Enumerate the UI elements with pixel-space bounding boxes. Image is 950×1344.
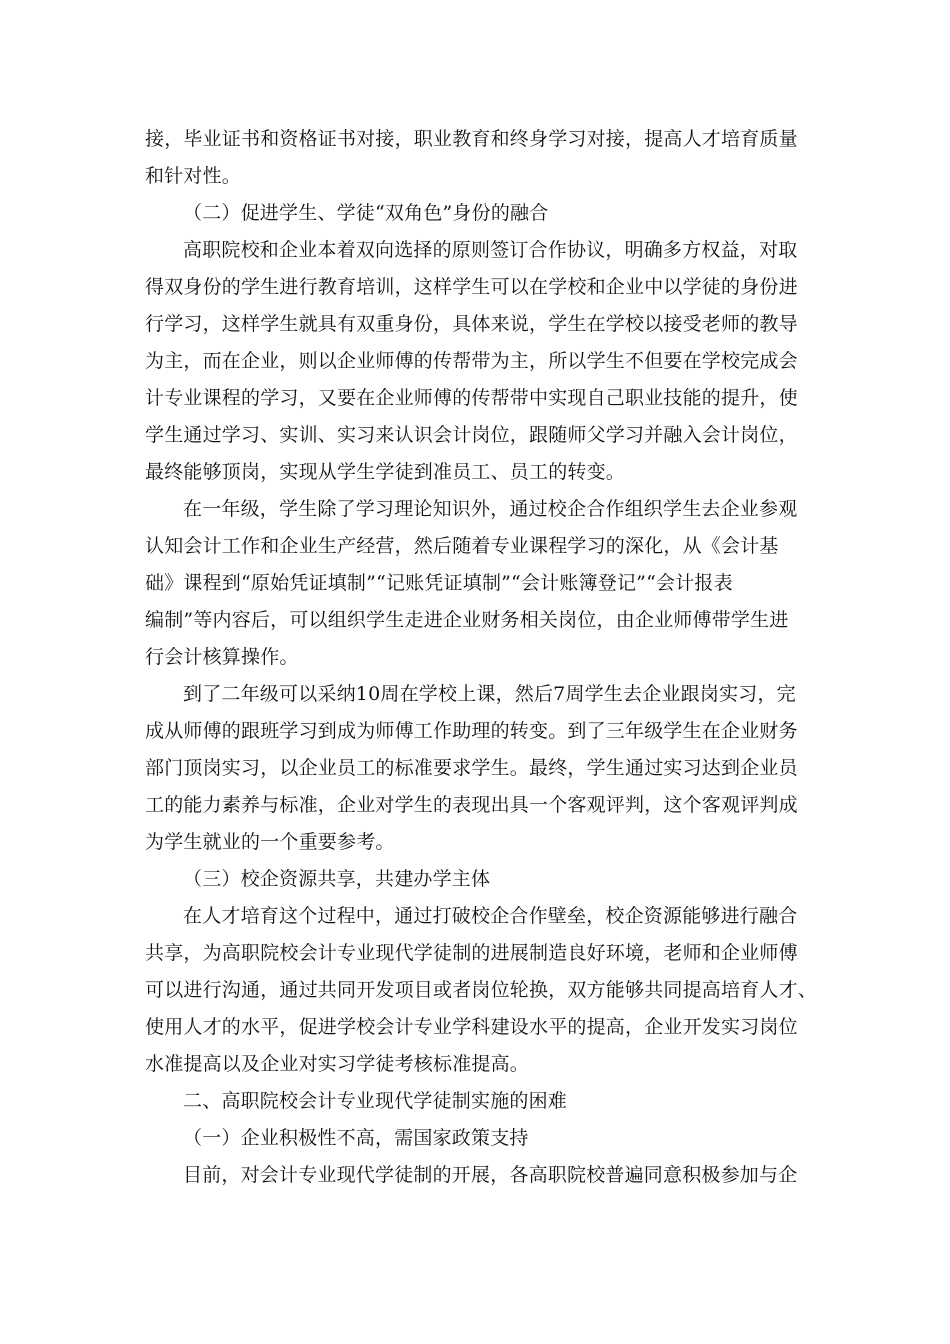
paragraph-line: 在人才培育这个过程中，通过打破校企合作壁垒，校企资源能够进行融合 [183,905,798,927]
paragraph-line: 共享，为高职院校会计专业现代学徒制的进展制造良好环境，老师和企业师傅 [145,942,798,964]
paragraph-line: 为主，而在企业，则以企业师傅的传帮带为主，所以学生不但要在学校完成会 [145,350,798,372]
paragraph-line: 和针对性。 [145,165,242,187]
paragraph-line: 得双身份的学生进行教育培训，这样学生可以在学校和企业中以学徒的身份进 [145,276,798,298]
paragraph-line: 可以进行沟通，通过共同开发项目或者岗位轮换，双方能够共同提高培育人才、 [145,979,818,1001]
paragraph-line: 认知会计工作和企业生产经营，然后随着专业课程学习的深化，从《会计基 [145,535,779,557]
paragraph-line: 在一年级，学生除了学习理论知识外，通过校企合作组织学生去企业参观 [183,498,798,520]
paragraph-line: 高职院校和企业本着双向选择的原则签订合作协议，明确多方权益，对取 [183,239,798,261]
section-heading: （三）校企资源共享，共建办学主体 [183,868,491,890]
paragraph-line: 编制”等内容后，可以组织学生走进企业财务相关岗位，由企业师傅带学生进 [145,609,789,631]
section-heading: 二、高职院校会计专业现代学徒制实施的困难 [183,1090,568,1112]
section-heading: （一）企业积极性不高，需国家政策支持 [183,1127,529,1149]
paragraph-line: 水准提高以及企业对实习学徒考核标准提高。 [145,1053,530,1075]
paragraph-line: 计专业课程的学习，又要在企业师傅的传帮带中实现自己职业技能的提升，使 [145,387,798,409]
paragraph-line: 成从师傅的跟班学习到成为师傅工作助理的转变。到了三年级学生在企业财务 [145,720,798,742]
paragraph-line: 接，毕业证书和资格证书对接，职业教育和终身学习对接，提高人才培育质量 [145,128,798,150]
paragraph-line: 部门顶岗实习，以企业员工的标准要求学生。最终，学生通过实习达到企业员 [145,757,798,779]
paragraph-line: 础》课程到“原始凭证填制”“记账凭证填制”“会计账簿登记”“会计报表 [145,572,733,594]
paragraph-line: 学生通过学习、实训、实习来认识会计岗位，跟随师父学习并融入会计岗位， [145,424,798,446]
paragraph-line: 最终能够顶岗，实现从学生学徒到准员工、员工的转变。 [145,461,626,483]
paragraph-line: 行学习，这样学生就具有双重身份，具体来说，学生在学校以接受老师的教导 [145,313,798,335]
section-heading: （二）促进学生、学徒“双角色”身份的融合 [183,202,549,224]
paragraph-line: 行会计核算操作。 [145,646,299,668]
paragraph-line: 使用人才的水平，促进学校会计专业学科建设水平的提高，企业开发实习岗位 [145,1016,798,1038]
paragraph-line: 为学生就业的一个重要参考。 [145,831,395,853]
paragraph-line: 工的能力素养与标准，企业对学生的表现出具一个客观评判，这个客观评判成 [145,794,798,816]
paragraph-line: 目前，对会计专业现代学徒制的开展，各高职院校普遍同意积极参加与企 [183,1164,798,1186]
paragraph-line: 到了二年级可以采纳10周在学校上课，然后7周学生去企业跟岗实习，完 [183,683,796,705]
